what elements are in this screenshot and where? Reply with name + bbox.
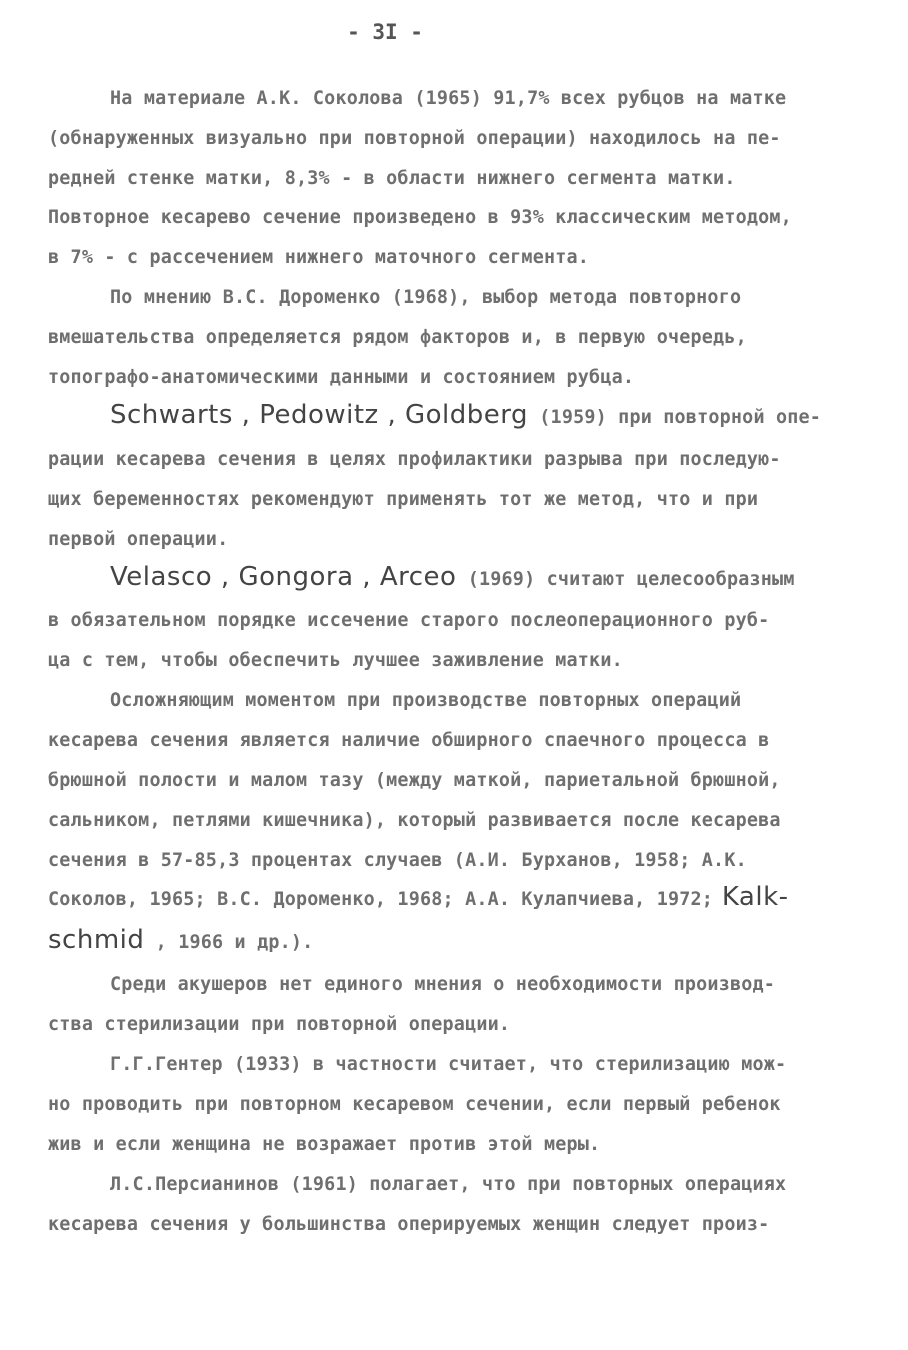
text-line-7: вмешательства определяется рядом факторов и, в первую очередь, xyxy=(48,327,747,348)
text-line-26: но проводить при повторном кесаревом сечении, если первый ребенок xyxy=(48,1094,781,1115)
text-line-3: редней стенке матки, 8,3% - в области нижнего сегмента матки. xyxy=(48,168,736,189)
handwritten-authors-2: Velasco , Gongora , Arceo xyxy=(110,562,457,592)
text-line-2: (обнаруженных визуально при повторной операции) находилось на пе- xyxy=(48,128,781,149)
text-line-9 xyxy=(110,400,870,433)
text-line-20: сечения в 57-85,3 процентах случаев (А.И. Бурханов, 1958; А.К. xyxy=(48,850,747,871)
text-line-28: Л.С.Персианинов (1961) полагает, что при повторных операциях xyxy=(110,1174,787,1195)
handwritten-author-3b: schmid xyxy=(48,925,145,955)
text-line-24: ства стерилизации при повторной операции. xyxy=(48,1014,511,1035)
text-line-11: щих беременностях рекомендуют применять тот же метод, что и при xyxy=(48,489,759,510)
text-line-1: На материале А.К. Соколова (1965) 91,7% всех рубцов на матке xyxy=(110,88,787,109)
handwritten-author-3a: Kalk- xyxy=(713,882,789,912)
text-line-13-tail: (1969) считают целесообразным xyxy=(456,569,795,590)
text-line-21-body: Соколов, 1965; В.С. Дороменко, 1968; А.А. Кулапчиева, 1972; xyxy=(48,889,714,910)
text-line-6: По мнению В.С. Дороменко (1968), выбор метода повторного xyxy=(110,287,742,308)
text-line-12: первой операции. xyxy=(48,529,229,550)
text-line-8: топографо-анатомическими данными и состоянием рубца. xyxy=(48,367,635,388)
text-line-19: сальником, петлями кишечника), который развивается после кесарева xyxy=(48,810,781,831)
text-line-17: кесарева сечения является наличие обширного спаечного процесса в xyxy=(48,730,770,751)
text-line-4: Повторное кесарево сечение произведено в 93% классическим методом, xyxy=(48,207,792,228)
text-line-23: Среди акушеров нет единого мнения о необходимости производ- xyxy=(110,974,776,995)
text-line-22-tail: , 1966 и др.). xyxy=(144,932,314,953)
text-line-15: ца с тем, чтобы обеспечить лучшее заживление матки. xyxy=(48,650,623,671)
text-line-22 xyxy=(48,925,868,958)
text-line-27: жив и если женщина не возражает против этой меры. xyxy=(48,1134,601,1155)
text-line-14: в обязательном порядке иссечение старого послеоперационного руб- xyxy=(48,610,770,631)
text-line-25: Г.Г.Гентер (1933) в частности считает, что стерилизацию мож- xyxy=(110,1054,787,1075)
text-line-10: рации кесарева сечения в целях профилактики разрыва при последую- xyxy=(48,449,781,470)
text-line-29: кесарева сечения у большинства оперируемых женщин следует произ- xyxy=(48,1214,770,1235)
text-line-5: в 7% - с рассечением нижнего маточного сегмента. xyxy=(48,247,590,268)
text-line-21 xyxy=(48,882,868,915)
handwritten-authors-1: Schwarts , Pedowitz , Goldberg xyxy=(110,400,528,430)
text-line-13 xyxy=(110,562,870,595)
text-line-16: Осложняющим моментом при производстве повторных операций xyxy=(110,690,742,711)
text-line-9-tail: (1959) при повторной опе- xyxy=(528,407,822,428)
text-line-18: брюшной полости и малом тазу (между маткой, париетальной брюшной, xyxy=(48,770,781,791)
page-number: - 3I - xyxy=(347,20,423,44)
